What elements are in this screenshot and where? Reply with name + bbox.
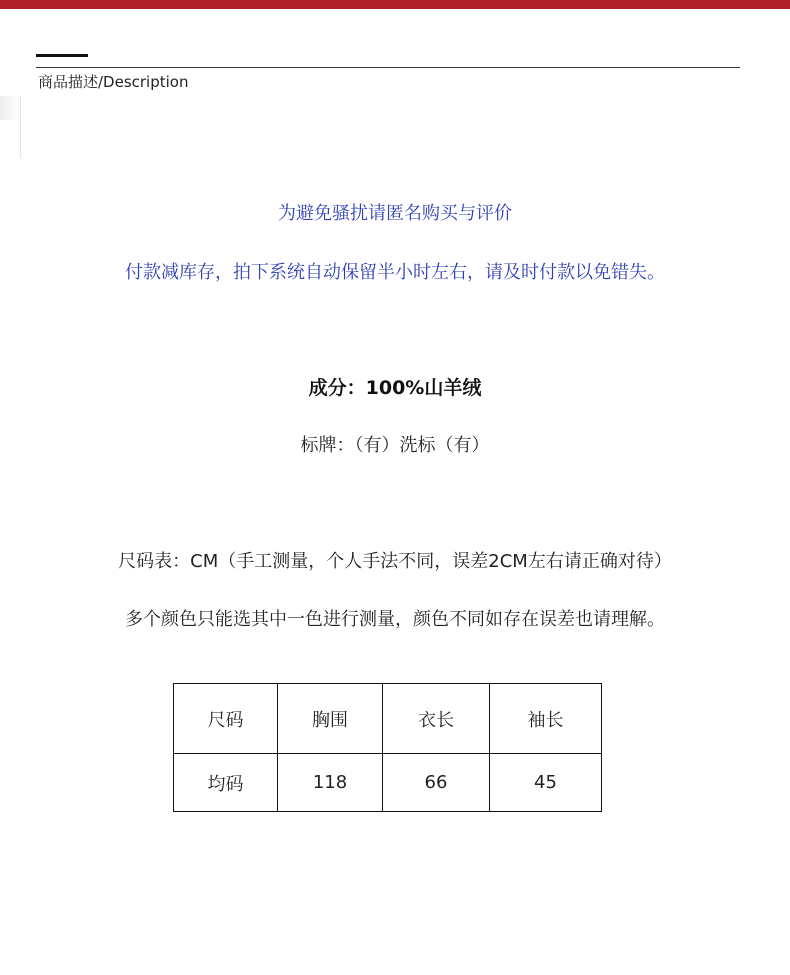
- left-edge-decoration: [0, 96, 20, 120]
- notice-payment-stock: 付款减库存，拍下系统自动保留半小时左右，请及时付款以免错失。: [125, 262, 665, 283]
- table-header-cell: 衣长: [383, 684, 490, 754]
- table-cell: 45: [490, 754, 602, 812]
- table-row: [174, 754, 602, 812]
- table-cell: 均码: [174, 754, 278, 812]
- size-chart-note: 尺码表：CM（手工测量，个人手法不同，误差2CM左右请正确对待）: [118, 551, 672, 572]
- composition-text: 成分：100%山羊绒: [308, 377, 482, 399]
- size-table: [173, 683, 602, 812]
- section-title: 商品描述/Description: [38, 73, 189, 91]
- color-measurement-note: 多个颜色只能选其中一色进行测量，颜色不同如存在误差也请理解。: [125, 609, 665, 630]
- table-header-cell: 袖长: [490, 684, 602, 754]
- header-divider: [36, 67, 740, 68]
- table-cell: 118: [278, 754, 383, 812]
- table-header-row: [174, 684, 602, 754]
- table-header-cell: 尺码: [174, 684, 278, 754]
- table-header-cell: 胸围: [278, 684, 383, 754]
- table-cell: 66: [383, 754, 490, 812]
- top-accent-bar: [0, 0, 790, 9]
- labels-text: 标牌：（有）洗标（有）: [300, 435, 490, 456]
- header-accent-line: [36, 54, 88, 57]
- left-edge-line: [20, 96, 21, 158]
- notice-anonymous-purchase: 为避免骚扰请匿名购买与评价: [278, 203, 512, 224]
